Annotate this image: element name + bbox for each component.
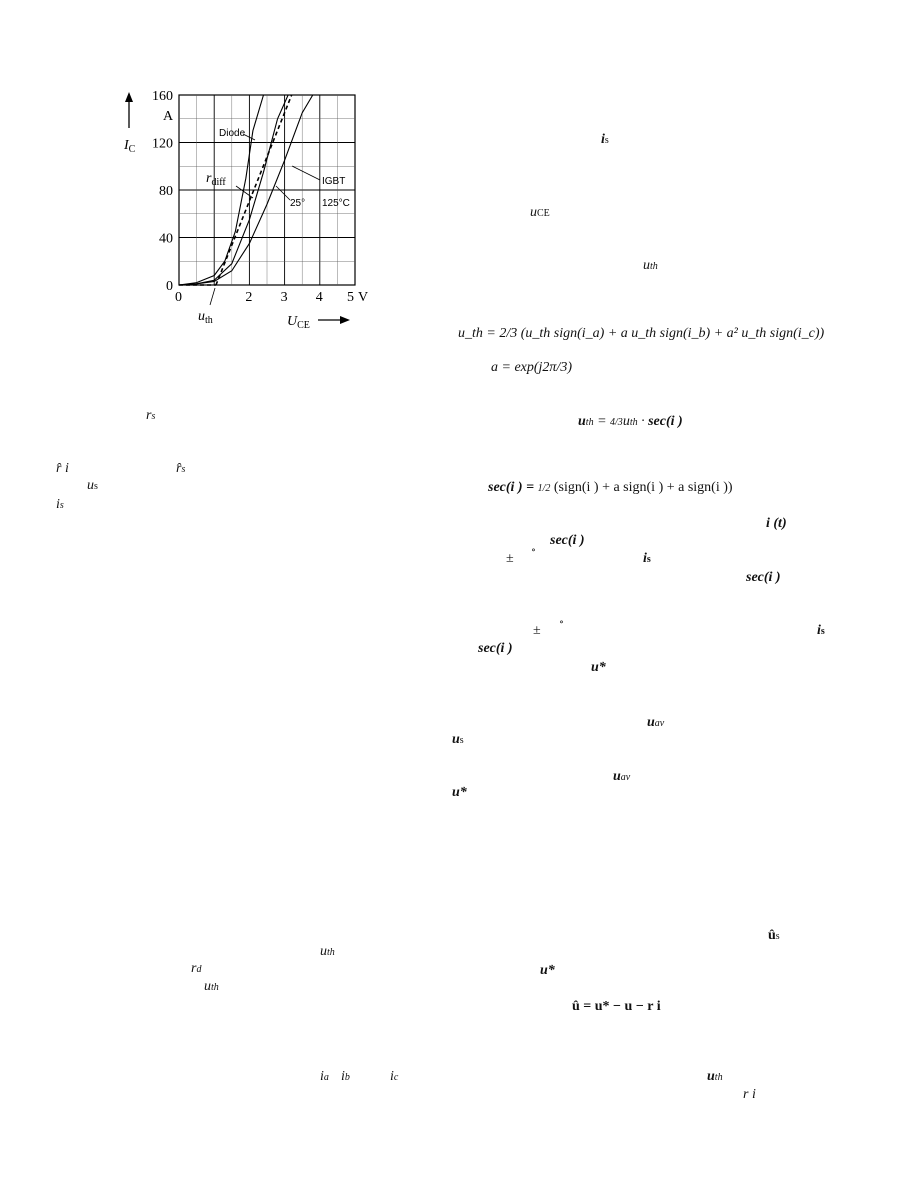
- deg-symbol-2: ∘: [559, 617, 564, 628]
- x-axis-label: $U_{CE}$: [287, 314, 310, 331]
- t125-label: 125°C: [322, 198, 350, 209]
- sec-symbol-1: sec(i ): [550, 533, 585, 548]
- x-tick-label: 5: [347, 290, 354, 305]
- rd-symbol-left: rd: [191, 961, 202, 976]
- equation-ushat: û = u* − u − r i: [572, 999, 661, 1014]
- x-tick-label: 0: [175, 290, 182, 305]
- chart-ticks: [152, 89, 354, 305]
- threshold-label: $u_{th}$: [198, 309, 213, 326]
- y-tick-label: 0: [166, 279, 173, 294]
- uth-symbol-right: uth: [707, 1069, 723, 1084]
- diode-label: Diode: [219, 128, 246, 139]
- deg-symbol-1: ∘: [531, 545, 536, 556]
- uav-symbol-1: uav: [647, 715, 665, 730]
- is-symbol-mid: is: [643, 551, 651, 566]
- y-axis-unit: A: [163, 109, 174, 124]
- threshold-leader: [210, 288, 215, 305]
- y-tick-label: 120: [152, 136, 173, 152]
- y-tick-label: 160: [152, 89, 173, 104]
- sec-symbol-3: sec(i ): [478, 641, 513, 656]
- ib-symbol: ib: [341, 1069, 350, 1084]
- is-t-symbol: i (t): [766, 516, 787, 531]
- x-axis-unit: V: [358, 290, 369, 305]
- rhat-is-symbol: r̂ i: [56, 461, 69, 476]
- t25-label: 25°: [290, 198, 306, 209]
- equation-sec-def: sec(i ) = 1/2 (sign(i ) + a sign(i ) + a sign(i )): [488, 480, 733, 495]
- ushat-symbol-right: ûs: [768, 928, 780, 943]
- x-tick-label: 3: [280, 290, 288, 305]
- is-symbol-right: is: [817, 623, 825, 638]
- chart-grid: [179, 95, 355, 285]
- x-axis-arrowhead: [340, 316, 350, 324]
- t25-leader: [276, 186, 290, 200]
- igbt-label: IGBT: [322, 176, 346, 187]
- y-tick-label: 40: [159, 231, 173, 247]
- pm-symbol-1: ±: [506, 551, 514, 566]
- ustar-symbol-1: u*: [591, 660, 606, 675]
- uth-symbol: uth: [643, 258, 658, 273]
- rdiff-label: $r_{diff}$: [206, 171, 226, 188]
- y-axis-label: $I_C$: [124, 138, 136, 155]
- uth-symbol-left: uth: [320, 944, 335, 959]
- equation-a-def: a = exp(j2π/3): [491, 360, 572, 375]
- pm-symbol-2: ±: [533, 623, 541, 638]
- ia-symbol: ia: [320, 1069, 329, 1084]
- x-tick-label: 4: [315, 290, 323, 305]
- equation-uth-sum: u_th = 2/3 (u_th sign(i_a) + a u_th sign(i_b) + a² u_th sign(i_c)): [458, 326, 825, 341]
- rs-symbol: rs: [146, 408, 156, 423]
- uav-symbol-2: uav: [613, 769, 631, 784]
- uth-symbol-left-2: uth: [204, 979, 219, 994]
- rhat-symbol: r̂s: [176, 461, 186, 476]
- is-symbol-top: is: [601, 132, 609, 147]
- us-symbol-1: us: [452, 732, 464, 747]
- is-symbol-left: is: [56, 497, 64, 512]
- uce-symbol: uCE: [530, 205, 550, 220]
- y-axis-arrowhead: [125, 92, 133, 102]
- equation-uth-sec: uth = 4/3uth · sec(i ): [578, 414, 683, 429]
- x-tick-label: 2: [245, 290, 253, 305]
- rd-is-symbol: r i: [743, 1087, 756, 1102]
- y-tick-label: 80: [159, 184, 173, 199]
- ustar-symbol-2: u*: [452, 785, 467, 800]
- us-symbol-left: us: [87, 478, 98, 493]
- ustar-symbol-3: u*: [540, 963, 555, 978]
- sec-symbol-2: sec(i ): [746, 570, 781, 585]
- igbt-leader: [292, 166, 320, 180]
- ic-symbol: ic: [390, 1069, 399, 1084]
- iv-characteristic-chart: [0, 0, 918, 340]
